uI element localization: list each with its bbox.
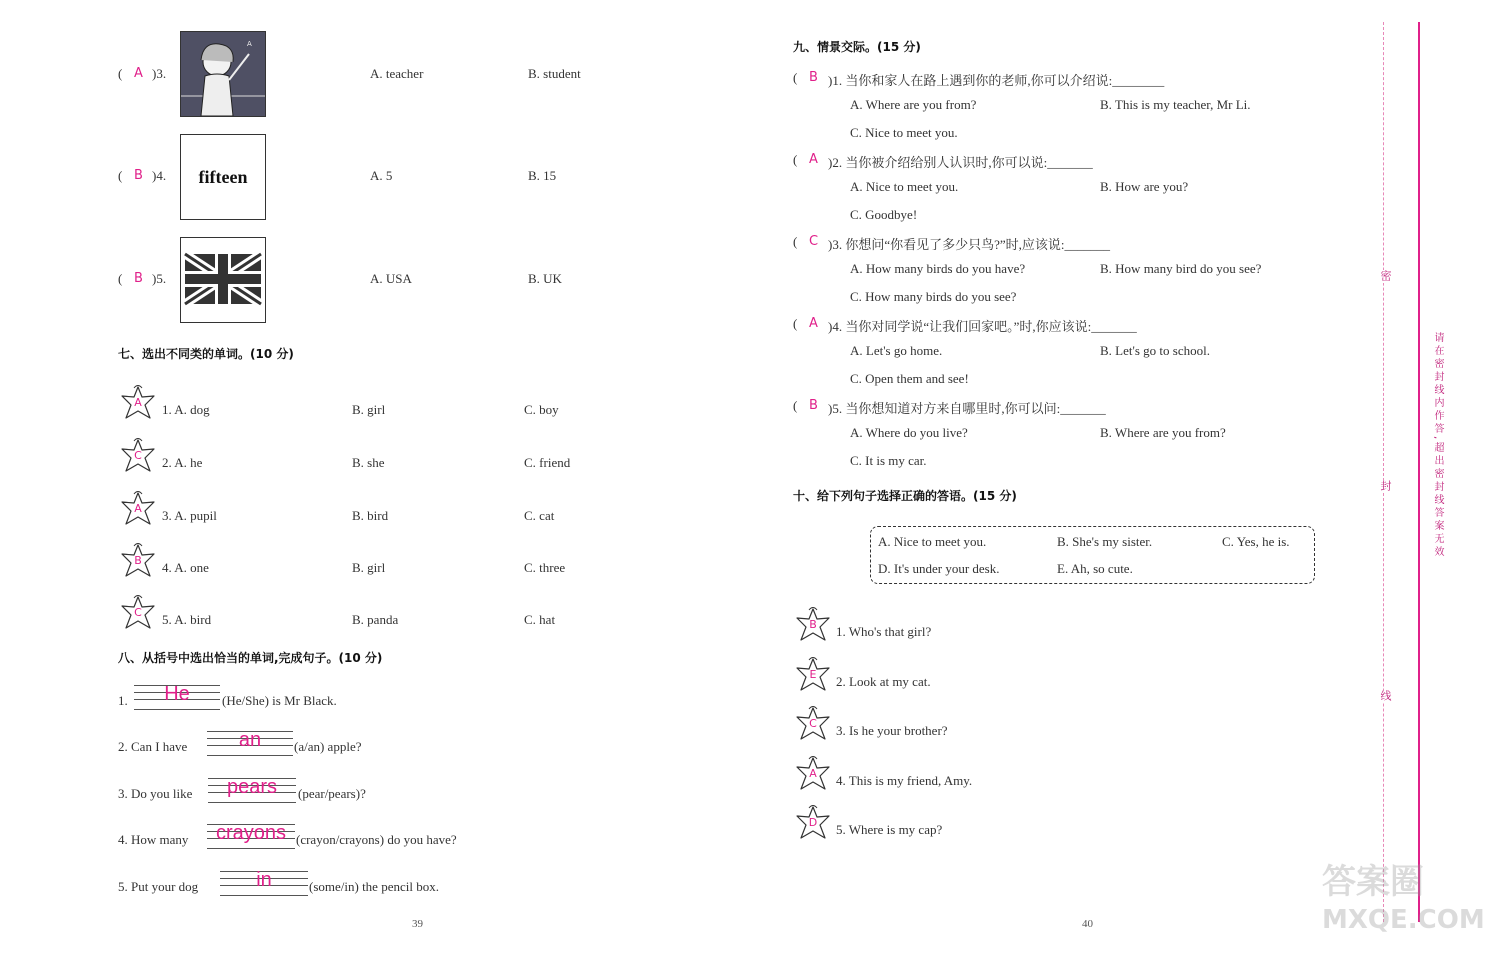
s7-item-2-b: B. she xyxy=(352,455,385,470)
s9-item-1-option-c: C. Nice to meet you. xyxy=(850,125,958,140)
star-answer: B xyxy=(134,554,142,567)
s7-item-3-c: C. cat xyxy=(524,508,555,523)
s10-item-1-question: 1. Who's that girl? xyxy=(836,624,932,639)
s8-item-1-guide-line xyxy=(134,709,220,710)
s9-item-3-option-c: C. How many birds do you see? xyxy=(850,289,1017,304)
s8-item-5-suffix: (some/in) the pencil box. xyxy=(309,879,439,894)
s8-item-1-suffix: (He/She) is Mr Black. xyxy=(222,693,337,708)
star-answer: A xyxy=(134,502,142,515)
watermark-logo xyxy=(1322,862,1492,952)
star-answer: B xyxy=(809,618,817,631)
s7-item-4-c: C. three xyxy=(524,560,566,575)
pic-item-3-answer: A xyxy=(134,66,143,81)
s9-item-3-answer: C xyxy=(809,234,819,249)
s8-item-3-suffix: (pear/pears)? xyxy=(298,786,366,801)
uk-flag-picture xyxy=(180,237,266,323)
s9-item-5-option-c: C. It is my car. xyxy=(850,453,927,468)
s9-item-5-option-a: A. Where do you live? xyxy=(850,425,968,440)
s7-item-3-a: 3. A. pupil xyxy=(162,508,217,523)
page-number-left: 39 xyxy=(412,918,423,930)
s7-item-2-a: 2. A. he xyxy=(162,455,203,470)
watermark-top: 答案圈 xyxy=(1322,862,1424,902)
s8-item-5-guide-line xyxy=(220,895,308,896)
s9-item-3-paren: ( xyxy=(793,234,798,249)
s7-item-2-c: C. friend xyxy=(524,455,571,470)
s7-item-1-b: B. girl xyxy=(352,402,386,417)
star-answer: C xyxy=(134,449,142,462)
s7-star-3 xyxy=(119,490,157,530)
option-d: D. It's under your desk. xyxy=(878,561,1000,576)
s9-item-2-option-b: B. How are you? xyxy=(1100,179,1189,194)
option-b: B. She's my sister. xyxy=(1057,534,1153,549)
option-a: A. Nice to meet you. xyxy=(878,534,987,549)
s9-item-2-option-c: C. Goodbye! xyxy=(850,207,918,222)
pic-item-5-option-b: B. UK xyxy=(528,271,562,286)
s8-item-1-prefix: 1. xyxy=(118,693,128,708)
s9-item-4-option-b: B. Let's go to school. xyxy=(1100,343,1210,358)
s8-item-2-suffix: (a/an) apple? xyxy=(294,739,362,754)
s8-item-1-answer: He xyxy=(164,683,190,705)
pic-item-5-answer: B xyxy=(134,271,143,286)
s9-item-3-question: )3. 你想问“你看见了多少只鸟?”时,应该说:_______ xyxy=(828,237,1111,252)
s7-item-4-a: 4. A. one xyxy=(162,560,209,575)
s10-item-5-question: 5. Where is my cap? xyxy=(836,822,943,837)
s8-item-5-answer: in xyxy=(256,869,272,891)
s9-item-4-paren: ( xyxy=(793,316,798,331)
pic-item-4-answer: B xyxy=(134,168,143,183)
pic-item-3-option-a: A. teacher xyxy=(370,66,424,81)
svg-text:A: A xyxy=(247,40,252,48)
s9-item-4-option-c: C. Open them and see! xyxy=(850,371,969,386)
s10-item-2-question: 2. Look at my cat. xyxy=(836,674,931,689)
section-7-title: 七、选出不同类的单词。(10 分) xyxy=(118,347,294,361)
page-number-right: 40 xyxy=(1082,918,1093,930)
s9-item-5-answer: B xyxy=(809,398,818,413)
s7-star-1 xyxy=(119,384,157,424)
section-8-title: 八、从括号中选出恰当的单词,完成句子。(10 分) xyxy=(118,651,383,665)
seal-label-1: 密 xyxy=(1379,270,1392,283)
s8-item-4-prefix: 4. How many xyxy=(118,832,189,847)
pic-item-3-paren: ( xyxy=(118,66,123,81)
s7-item-3-b: B. bird xyxy=(352,508,389,523)
s9-item-2-answer: A xyxy=(809,152,818,167)
s7-item-1-a: 1. A. dog xyxy=(162,402,210,417)
teacher-picture xyxy=(180,31,266,117)
s9-item-5-option-b: B. Where are you from? xyxy=(1100,425,1226,440)
s7-star-4 xyxy=(119,542,157,582)
pic-item-3-option-b: B. student xyxy=(528,66,581,81)
s9-item-4-question: )4. 当你对同学说“让我们回家吧。”时,你应该说:_______ xyxy=(828,319,1137,334)
s9-item-5-paren: ( xyxy=(793,398,798,413)
option-c: C. Yes, he is. xyxy=(1222,534,1290,549)
s8-item-2-answer: an xyxy=(238,729,262,751)
s8-item-3-guide-line xyxy=(208,802,296,803)
s10-star-4 xyxy=(794,755,832,795)
pic-item-4-paren: ( xyxy=(118,168,123,183)
seal-label-3: 线 xyxy=(1379,690,1392,703)
fifteen-card xyxy=(180,134,266,220)
star-answer: A xyxy=(809,767,817,780)
s9-item-2-option-a: A. Nice to meet you. xyxy=(850,179,959,194)
s10-star-3 xyxy=(794,705,832,745)
section-9-title: 九、情景交际。(15 分) xyxy=(793,40,921,54)
s10-star-1 xyxy=(794,606,832,646)
s9-item-2-question: )2. 当你被介绍给别人认识时,你可以说:_______ xyxy=(828,155,1093,170)
fifteen-word: fifteen xyxy=(198,166,248,187)
s7-item-1-c: C. boy xyxy=(524,402,559,417)
s7-item-5-b: B. panda xyxy=(352,612,399,627)
s8-item-5-prefix: 5. Put your dog xyxy=(118,879,199,894)
pic-item-4-option-b: B. 15 xyxy=(528,168,557,183)
option-e: E. Ah, so cute. xyxy=(1057,561,1133,576)
s8-item-3-prefix: 3. Do you like xyxy=(118,786,193,801)
uk-flag-icon xyxy=(181,238,265,322)
s10-item-4-question: 4. This is my friend, Amy. xyxy=(836,773,973,788)
pic-item-3-number: )3. xyxy=(152,66,167,81)
s7-star-5 xyxy=(119,594,157,634)
star-answer: E xyxy=(809,668,817,681)
star-answer: A xyxy=(134,396,142,409)
pic-item-4-option-a: A. 5 xyxy=(370,168,393,183)
s8-item-4-answer: crayons xyxy=(215,822,287,844)
section-10-title: 十、给下列句子选择正确的答语。(15 分) xyxy=(793,489,1017,503)
s7-star-2 xyxy=(119,437,157,477)
star-answer: C xyxy=(134,606,142,619)
s9-item-1-option-b: B. This is my teacher, Mr Li. xyxy=(1100,97,1251,112)
star-answer: D xyxy=(808,816,818,829)
s9-item-3-option-b: B. How many bird do you see? xyxy=(1100,261,1262,276)
s10-star-2 xyxy=(794,656,832,696)
s7-item-5-c: C. hat xyxy=(524,612,556,627)
s8-item-2-prefix: 2. Can I have xyxy=(118,739,188,754)
seal-line-outer xyxy=(1418,22,1420,922)
s8-item-3-answer: pears xyxy=(226,776,278,798)
pic-item-5-option-a: A. USA xyxy=(370,271,412,286)
s9-item-5-question: )5. 当你想知道对方来自哪里时,你可以问:_______ xyxy=(828,401,1106,416)
s9-item-1-answer: B xyxy=(809,70,818,85)
s10-star-5 xyxy=(794,804,832,844)
pic-item-5-paren: ( xyxy=(118,271,123,286)
s9-item-1-paren: ( xyxy=(793,70,798,85)
s7-item-4-b: B. girl xyxy=(352,560,386,575)
s8-item-4-suffix: (crayon/crayons) do you have? xyxy=(296,832,457,847)
star-answer: C xyxy=(809,717,817,730)
s7-item-5-a: 5. A. bird xyxy=(162,612,212,627)
s9-item-4-option-a: A. Let's go home. xyxy=(850,343,943,358)
s10-item-3-question: 3. Is he your brother? xyxy=(836,723,948,738)
s9-item-1-question: )1. 当你和家人在路上遇到你的老师,你可以介绍说:________ xyxy=(828,73,1165,88)
teacher-icon xyxy=(181,32,265,116)
pic-item-4-number: )4. xyxy=(152,168,167,183)
seal-note: 请在密封线内作答,超出密封线答案无效 xyxy=(1432,332,1443,560)
seal-label-2: 封 xyxy=(1379,480,1392,493)
watermark-bottom: MXQE.COM xyxy=(1322,905,1485,935)
s9-item-4-answer: A xyxy=(809,316,818,331)
seal-line-dashed xyxy=(1383,22,1384,922)
pic-item-5-number: )5. xyxy=(152,271,167,286)
s8-item-2-guide-line xyxy=(207,755,293,756)
s9-item-3-option-a: A. How many birds do you have? xyxy=(850,261,1026,276)
s8-item-4-guide-line xyxy=(207,848,295,849)
s9-item-1-option-a: A. Where are you from? xyxy=(850,97,977,112)
s9-item-2-paren: ( xyxy=(793,152,798,167)
